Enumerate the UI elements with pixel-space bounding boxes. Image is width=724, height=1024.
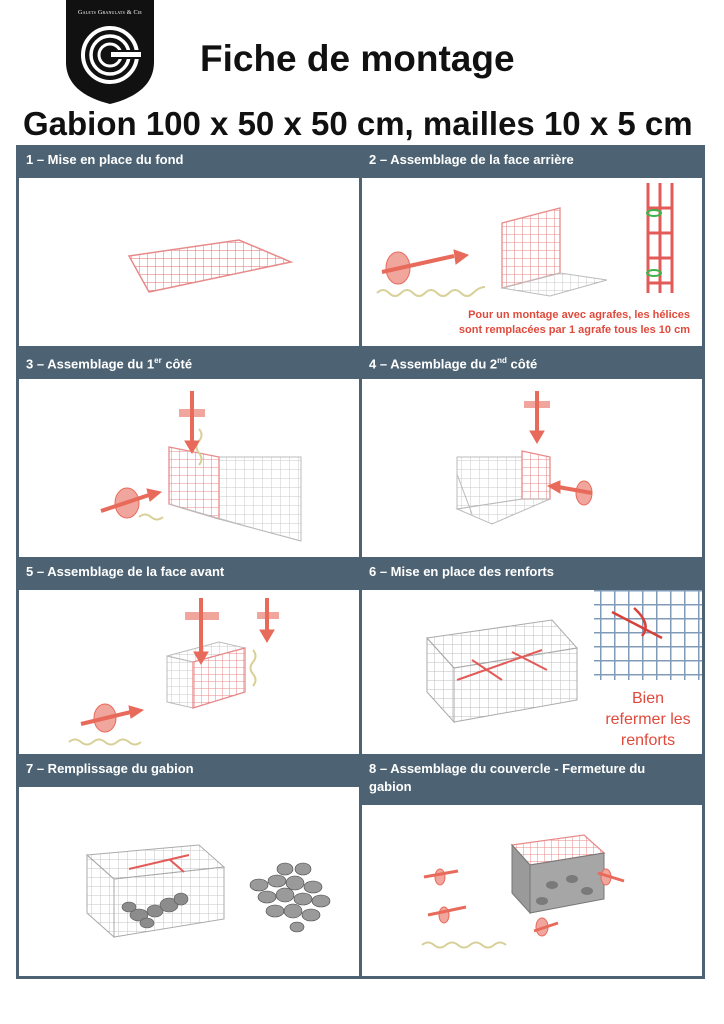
step-2-note-line-2: sont remplacées par 1 agrafe tous les 10 cm (458, 324, 690, 336)
step-illustration-5 (19, 590, 359, 754)
step-label-4-sup: nd (497, 356, 507, 365)
company-logo (64, 0, 156, 104)
step-illustration-8 (362, 805, 702, 976)
step-label-3-prefix: 3 – Assemblage du 1 (26, 356, 155, 372)
step-6-note-line-1: Bien (631, 690, 665, 707)
step-panel-6 (359, 557, 705, 757)
lid-closing-illustration (362, 805, 702, 976)
step-6-note (594, 688, 702, 751)
step-label-8 (359, 754, 705, 796)
document-title: Fiche de montage (200, 38, 515, 79)
step-panel-2 (359, 145, 705, 349)
step-label-8-line-2: gabion (369, 779, 412, 794)
step-label-2: 2 – Assemblage de la face arrière (369, 152, 574, 167)
step-label-6: 6 – Mise en place des renforts (369, 564, 554, 579)
step-6-note-line-2: refermer les (605, 711, 691, 728)
step-illustration-2 (362, 178, 702, 346)
step-illustration-6 (362, 590, 702, 754)
step-illustration-7 (19, 787, 359, 976)
step-panel-4 (359, 346, 705, 560)
step-label-7: 7 – Remplissage du gabion (26, 761, 194, 776)
document-subtitle: Gabion 100 x 50 x 50 cm, mailles 10 x 5 cm (23, 105, 693, 142)
step-label-3 (16, 346, 362, 373)
step-label-4 (359, 346, 705, 373)
step-illustration-3 (19, 379, 359, 557)
step-label-3-suffix: côté (161, 356, 193, 372)
step-illustration-1 (19, 178, 359, 346)
step-label-4-suffix: côté (506, 356, 538, 372)
step-panel-1 (16, 145, 362, 349)
filling-illustration (19, 787, 359, 976)
step-panel-5 (16, 557, 362, 757)
base-mesh-illustration (19, 178, 359, 346)
step-label-4-prefix: 4 – Assemblage du 2 (369, 356, 498, 372)
front-face-illustration (19, 590, 359, 754)
step-2-note-line-1: Pour un montage avec agrafes, les hélices (468, 309, 690, 321)
step-illustration-4 (362, 379, 702, 557)
logo-text: Galets Granulats & Cie (77, 9, 143, 16)
step-panel-3 (16, 346, 362, 560)
step-2-note (459, 308, 690, 338)
step-panel-7 (16, 754, 362, 979)
step-label-1: 1 – Mise en place du fond (26, 152, 184, 167)
first-side-illustration (19, 379, 359, 557)
step-6-note-line-3: renforts (620, 732, 676, 749)
second-side-illustration (362, 379, 702, 557)
step-label-5: 5 – Assemblage de la face avant (26, 564, 225, 579)
step-label-8-line-1: 8 – Assemblage du couvercle - Fermeture du (369, 761, 646, 776)
step-label-3-sup: er (154, 356, 162, 365)
step-panel-8 (359, 754, 705, 979)
